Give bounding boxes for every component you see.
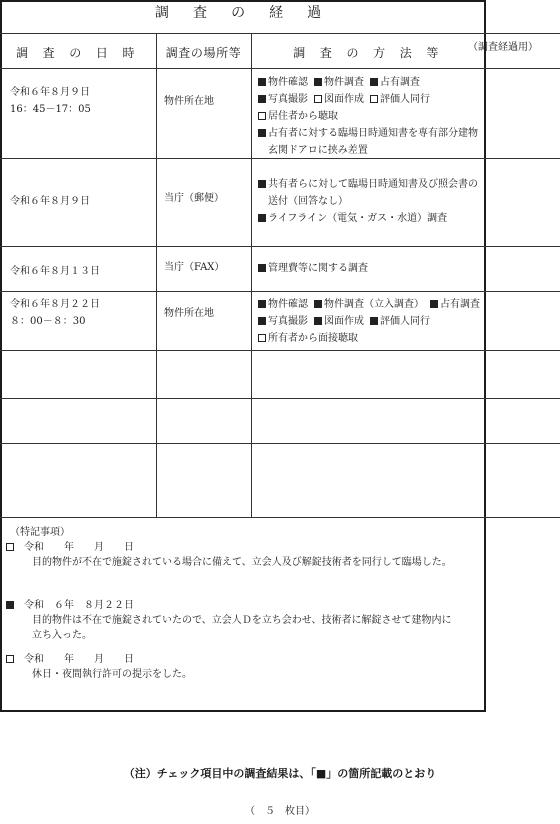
method-line	[258, 74, 484, 91]
row1-place: 物件所在地	[164, 96, 214, 107]
checked-box-icon	[370, 317, 378, 325]
method-item-label: 評価人同行	[380, 316, 430, 327]
method-item-label: 物件確認	[268, 77, 308, 88]
row3-date: 令和６年８月１３日	[10, 266, 100, 277]
empty-box-icon	[6, 655, 14, 663]
checked-box-icon	[430, 300, 438, 308]
checked-box-icon	[258, 78, 266, 86]
empty-box-icon	[314, 95, 322, 103]
method-line	[258, 330, 486, 347]
method-item-label: 物件調査	[324, 77, 364, 88]
form-title: 調 査 の 経 過	[154, 5, 331, 21]
row2-place: 当庁（郵便）	[164, 193, 224, 204]
method-item-label: 占有調査	[440, 299, 480, 310]
special-item-date: 令和 年 月 日	[24, 542, 134, 553]
form-reference: （調査経過用）	[468, 42, 538, 53]
special-item-date: 令和 年 月 日	[24, 654, 134, 665]
checked-box-icon	[258, 264, 266, 272]
row3-place: 当庁（FAX）	[164, 262, 225, 273]
special-item-date: 令和 ６年 ８月２２日	[24, 600, 134, 611]
method-item-label: 評価人同行	[380, 94, 430, 105]
row2-methods	[258, 176, 484, 227]
checked-box-icon	[258, 129, 266, 137]
checked-box-icon	[6, 601, 14, 609]
row2-date: 令和６年８月９日	[10, 196, 90, 207]
checked-box-icon	[258, 214, 266, 222]
special-item-text: 休日・夜間執行許可の提示をした。	[32, 669, 192, 680]
method-line	[258, 91, 484, 108]
method-line	[258, 108, 484, 125]
special-heading: （特記事項）	[10, 527, 70, 538]
method-item-label: 占有者に対する臨場日時通知書を専有部分建物	[268, 128, 478, 139]
row4-methods	[258, 296, 486, 347]
empty-box-icon	[258, 334, 266, 342]
method-item-label: 占有調査	[380, 77, 420, 88]
method-item-label: ライフライン（電気・ガス・水道）調査	[268, 213, 448, 224]
special-item	[6, 540, 452, 570]
method-line	[258, 296, 486, 313]
method-item-label: 物件確認	[268, 299, 308, 310]
method-line	[258, 125, 484, 142]
method-item-label: 物件調査（立入調査）	[324, 299, 424, 310]
method-item-label: 管理費等に関する調査	[268, 263, 368, 274]
footer-note: （注）チェック項目中の調査結果は、「■」の箇所記載のとおり	[123, 767, 437, 780]
checked-box-icon	[314, 317, 322, 325]
method-line	[258, 193, 484, 210]
header-date: 調 査 の 日 時	[16, 46, 140, 60]
method-line	[258, 142, 484, 159]
empty-box-icon	[258, 112, 266, 120]
row4-date: 令和６年８月２２日 ８：00－８：30	[10, 299, 100, 327]
method-line	[258, 210, 484, 227]
empty-box-icon	[6, 543, 14, 551]
checked-box-icon	[258, 180, 266, 188]
header-method: 調 査 の 方 法 等	[293, 46, 444, 60]
method-item-label: 共有者らに対して臨場日時通知書及び照会書の	[268, 179, 478, 190]
special-item-text: 目的物件が不在で施錠されている場合に備えて、立会人及び解錠技術者を同行して臨場した。	[32, 557, 452, 568]
method-item-label: 図面作成	[324, 94, 364, 105]
page-number: （ ５ 枚目）	[245, 806, 315, 817]
checked-box-icon	[258, 95, 266, 103]
row1-date: 令和６年８月９日 16：45－17：05	[10, 87, 91, 115]
row4-place: 物件所在地	[164, 308, 214, 319]
method-line	[258, 313, 486, 330]
row1-methods	[258, 74, 484, 159]
method-item-label: 写真撮影	[268, 94, 308, 105]
checked-box-icon	[370, 78, 378, 86]
special-item-text: 立ち入った。	[32, 630, 92, 641]
row3-methods	[258, 260, 374, 277]
empty-box-icon	[370, 95, 378, 103]
method-item-label: 図面作成	[324, 316, 364, 327]
method-line	[258, 176, 484, 193]
special-item-text: 目的物件は不在で施錠されていたので、立会人Ｄを立ち会わせ、技術者に解錠させて建物内に	[32, 615, 452, 626]
checked-box-icon	[314, 300, 322, 308]
method-item-label: 写真撮影	[268, 316, 308, 327]
special-item	[6, 598, 452, 643]
method-item-label: 居住者から聴取	[268, 111, 338, 122]
checked-box-icon	[314, 78, 322, 86]
method-item-label: 送付（回答なし）	[268, 196, 348, 207]
method-item-label: 玄関ドアロに挟み差置	[268, 145, 368, 156]
special-item	[6, 652, 192, 682]
method-item-label: 所有者から面接聴取	[268, 333, 358, 344]
checked-box-icon	[258, 317, 266, 325]
header-place: 調査の場所等	[165, 46, 242, 60]
method-line	[258, 260, 374, 277]
checked-box-icon	[258, 300, 266, 308]
